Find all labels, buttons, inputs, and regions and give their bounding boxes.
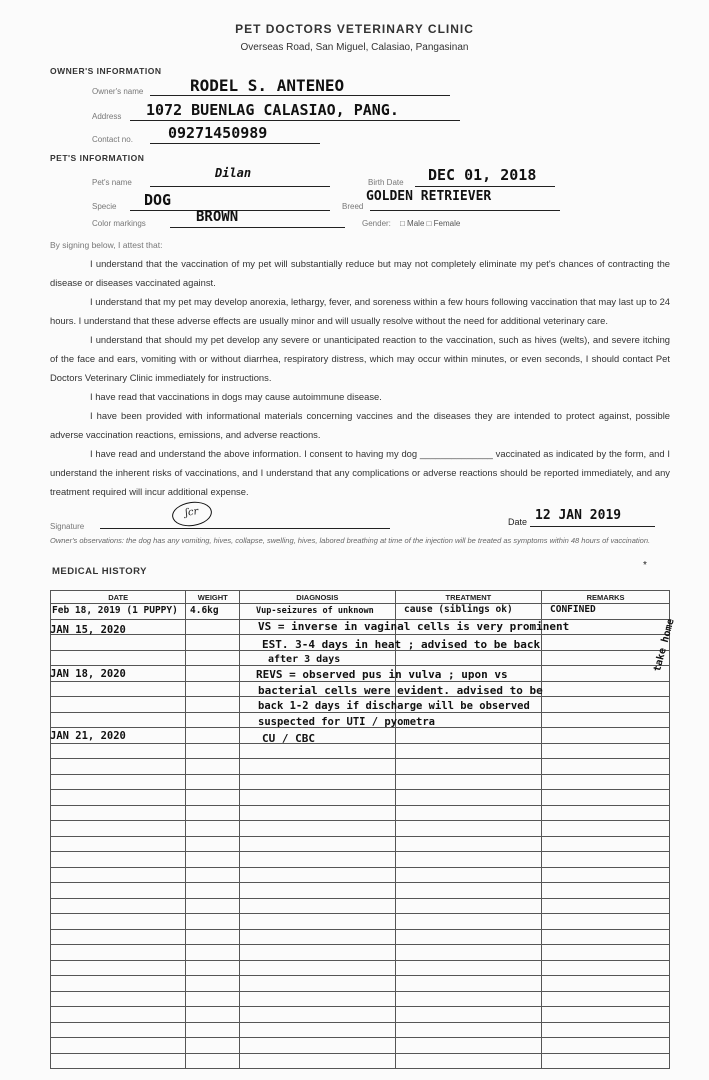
table-cell — [542, 836, 670, 852]
column-header-remarks: REMARKS — [542, 591, 670, 604]
owner-address: 1072 BUENLAG CALASIAO, PANG. — [146, 101, 399, 119]
signature-line — [100, 528, 390, 529]
table-cell — [186, 852, 240, 868]
table-cell — [186, 728, 240, 744]
table-cell — [51, 743, 186, 759]
table-cell — [240, 852, 395, 868]
table-cell — [186, 805, 240, 821]
entry-1-diagnosis: Vup-seizures of unknown — [256, 606, 374, 616]
table-row — [51, 991, 670, 1007]
pet-color: BROWN — [196, 209, 239, 225]
table-cell — [542, 774, 670, 790]
table-cell — [395, 991, 542, 1007]
table-cell — [542, 914, 670, 930]
table-cell — [542, 759, 670, 775]
table-cell — [395, 1007, 542, 1023]
pet-birth-label: Birth Date — [368, 178, 404, 187]
entry-2-note-1: VS = inverse in vaginal cells is very prominent — [258, 620, 570, 633]
table-row — [51, 1053, 670, 1069]
table-cell — [542, 991, 670, 1007]
table-cell — [51, 945, 186, 961]
table-cell — [186, 1022, 240, 1038]
pet-breed-label: Breed — [342, 202, 364, 211]
table-cell — [186, 759, 240, 775]
table-cell — [186, 650, 240, 666]
pet-color-line — [170, 227, 345, 228]
consent-paragraph: I have read that vaccinations in dogs may cause autoimmune disease. — [90, 391, 382, 402]
pet-name-line — [150, 186, 330, 187]
entry-3-note-4: suspected for UTI / pyometra — [258, 716, 436, 728]
table-cell — [240, 821, 395, 837]
table-row — [51, 836, 670, 852]
table-cell — [51, 681, 186, 697]
table-cell — [51, 960, 186, 976]
table-cell — [395, 821, 542, 837]
table-row — [51, 1038, 670, 1054]
table-row — [51, 867, 670, 883]
owner-name-line — [150, 95, 450, 96]
owner-contact-label: Contact no. — [92, 135, 133, 144]
table-cell — [240, 867, 395, 883]
column-header-treatment: TREATMENT — [395, 591, 542, 604]
table-row — [51, 728, 670, 744]
table-cell — [240, 914, 395, 930]
table-cell — [186, 619, 240, 635]
table-cell — [51, 635, 186, 651]
table-cell — [240, 1022, 395, 1038]
table-cell — [51, 774, 186, 790]
table-row — [51, 976, 670, 992]
table-cell — [240, 1007, 395, 1023]
table-cell — [51, 1038, 186, 1054]
table-cell — [542, 1007, 670, 1023]
table-cell — [240, 759, 395, 775]
signature-label: Signature — [50, 522, 85, 531]
owner-address-line — [130, 120, 460, 121]
entry-1-treatment: cause (siblings ok) — [404, 604, 513, 615]
table-cell — [542, 898, 670, 914]
table-cell — [186, 712, 240, 728]
column-header-date: DATE — [51, 591, 186, 604]
table-cell — [240, 991, 395, 1007]
table-row — [51, 883, 670, 899]
consent-footnote: Owner's observations: the dog has any vomiting, hives, collapse, swelling, hives, labored breathing at time of the injection will be treated as symptoms within 48 hours of vaccination. — [50, 536, 651, 545]
table-cell — [186, 666, 240, 682]
table-cell — [240, 1038, 395, 1054]
table-cell — [51, 852, 186, 868]
table-cell — [51, 976, 186, 992]
table-cell — [542, 960, 670, 976]
table-cell — [395, 929, 542, 945]
table-cell — [240, 774, 395, 790]
table-cell — [186, 681, 240, 697]
consent-intro: By signing below, I attest that: — [50, 240, 163, 250]
entry-3-note-3: back 1-2 days if discharge will be observed — [258, 700, 530, 712]
table-cell — [395, 774, 542, 790]
table-cell — [542, 697, 670, 713]
table-cell — [542, 681, 670, 697]
table-cell — [395, 914, 542, 930]
pet-breed-line — [370, 210, 560, 211]
table-cell — [51, 1022, 186, 1038]
pet-species: DOG — [144, 191, 172, 209]
table-row — [51, 650, 670, 666]
consent-date: 12 JAN 2019 — [535, 508, 622, 523]
consent-paragraph: I have read and understand the above information. I consent to having my dog ______________ vaccinated as indicated by the form, and I understand the inherent risks of vaccinations, and I understand that any complications or adverse reactions should be reported immediately, and any treatment required will incur additional expense. — [50, 448, 670, 497]
pet-name: Dilan — [215, 166, 252, 180]
table-header-row — [51, 591, 670, 604]
table-cell — [542, 945, 670, 961]
clinic-name: PET DOCTORS VETERINARY CLINIC — [235, 22, 474, 36]
pet-color-label: Color markings — [92, 219, 146, 228]
table-cell — [395, 1022, 542, 1038]
table-cell — [395, 1053, 542, 1069]
table-cell — [51, 883, 186, 899]
table-cell — [542, 712, 670, 728]
table-cell — [542, 1053, 670, 1069]
date-line — [530, 526, 655, 527]
table-row — [51, 821, 670, 837]
table-cell — [542, 666, 670, 682]
owner-name: RODEL S. ANTENEO — [190, 76, 345, 95]
table-cell — [186, 821, 240, 837]
table-cell — [542, 852, 670, 868]
table-cell — [542, 743, 670, 759]
table-cell — [542, 929, 670, 945]
table-cell — [240, 790, 395, 806]
table-row — [51, 1022, 670, 1038]
entry-3-side-note: take home — [652, 617, 677, 673]
pet-breed: GOLDEN RETRIEVER — [366, 189, 492, 204]
table-cell — [51, 697, 186, 713]
table-cell — [542, 728, 670, 744]
table-cell — [542, 883, 670, 899]
pet-birth-line — [415, 186, 555, 187]
entry-4-note-1: CU / CBC — [262, 732, 315, 745]
table-cell — [395, 852, 542, 868]
table-cell — [395, 867, 542, 883]
table-cell — [51, 929, 186, 945]
table-cell — [542, 650, 670, 666]
table-row — [51, 759, 670, 775]
entry-1-weight: 4.6kg — [190, 605, 219, 616]
table-cell — [186, 697, 240, 713]
table-cell — [51, 712, 186, 728]
table-row — [51, 945, 670, 961]
table-cell — [542, 805, 670, 821]
asterisk-mark: * — [643, 560, 647, 571]
entry-4-date: JAN 21, 2020 — [50, 730, 126, 742]
entry-2-note-2: EST. 3-4 days in heat ; advised to be back — [262, 638, 541, 651]
table-cell — [240, 883, 395, 899]
table-cell — [395, 898, 542, 914]
table-cell — [51, 898, 186, 914]
table-cell — [186, 743, 240, 759]
table-cell — [542, 867, 670, 883]
table-cell — [186, 991, 240, 1007]
table-cell — [186, 898, 240, 914]
table-cell — [542, 976, 670, 992]
table-cell — [51, 1007, 186, 1023]
pet-species-label: Specie — [92, 202, 117, 211]
table-cell — [395, 759, 542, 775]
table-cell — [186, 945, 240, 961]
pet-gender-options: □ Male □ Female — [400, 219, 461, 228]
table-cell — [395, 805, 542, 821]
table-cell — [186, 635, 240, 651]
consent-paragraph: I have been provided with informational materials concerning vaccines and the diseases they are intended to protect against, possible adverse vaccination reactions, emissions, and adverse reactions. — [50, 410, 670, 440]
owner-section-title: OWNER'S INFORMATION — [50, 66, 162, 76]
table-cell — [51, 759, 186, 775]
table-cell — [186, 1053, 240, 1069]
owner-name-label: Owner's name — [92, 87, 144, 96]
consent-paragraph: I understand that should my pet develop any severe or unanticipated reaction to the vaccination, such as hives (welts), and severe itching of the face and ears, vomiting with or without diarrhea, respiratory distress, which may occur within minutes, or even seconds, I should contact Pet Doctors Veterinary Clinic immediately for instructions. — [50, 334, 670, 383]
entry-1-remarks: CONFINED — [550, 604, 596, 615]
table-cell — [395, 728, 542, 744]
table-cell — [186, 836, 240, 852]
entry-2-date: JAN 15, 2020 — [50, 624, 126, 636]
entry-2-note-3: after 3 days — [268, 654, 341, 665]
table-row — [51, 805, 670, 821]
table-cell — [240, 743, 395, 759]
table-cell — [395, 790, 542, 806]
column-header-diagnosis: DIAGNOSIS — [240, 591, 395, 604]
consent-paragraph: I understand that the vaccination of my pet will substantially reduce but may not completely eliminate my pet's chances of contracting the disease or diseases vaccinated against. — [50, 258, 670, 288]
table-cell — [542, 790, 670, 806]
table-cell — [186, 1007, 240, 1023]
table-cell — [186, 960, 240, 976]
pet-name-label: Pet's name — [92, 178, 132, 187]
table-cell — [240, 836, 395, 852]
table-cell — [542, 635, 670, 651]
table-cell — [51, 836, 186, 852]
table-row — [51, 1007, 670, 1023]
table-cell — [395, 743, 542, 759]
column-header-weight: WEIGHT — [186, 591, 240, 604]
table-cell — [186, 867, 240, 883]
table-cell — [51, 650, 186, 666]
table-cell — [395, 1038, 542, 1054]
consent-body — [50, 254, 670, 501]
table-cell — [395, 960, 542, 976]
owner-contact-line — [150, 143, 320, 144]
table-row — [51, 914, 670, 930]
table-cell — [240, 945, 395, 961]
table-row — [51, 898, 670, 914]
medical-history-table — [50, 590, 670, 1069]
consent-paragraph: I understand that my pet may develop anorexia, lethargy, fever, and soreness within a few hours following vaccination that may last up to 24 hours. I understand that these adverse effects are usually minor and will usually resolve without the need for additional veterinary care. — [50, 296, 670, 326]
table-cell — [542, 1022, 670, 1038]
entry-3-note-1: REVS = observed pus in vulva ; upon vs — [256, 668, 508, 681]
table-cell — [395, 836, 542, 852]
table-cell — [542, 821, 670, 837]
table-row — [51, 774, 670, 790]
table-cell — [395, 883, 542, 899]
table-cell — [240, 929, 395, 945]
date-label: Date — [508, 517, 528, 527]
table-cell — [240, 960, 395, 976]
table-row — [51, 852, 670, 868]
table-cell — [186, 1038, 240, 1054]
owner-address-label: Address — [92, 112, 122, 121]
table-cell — [395, 976, 542, 992]
table-cell — [395, 945, 542, 961]
table-cell — [186, 976, 240, 992]
table-cell — [51, 790, 186, 806]
table-cell — [240, 805, 395, 821]
pet-gender-label: Gender: — [362, 219, 391, 228]
table-cell — [51, 821, 186, 837]
table-row — [51, 960, 670, 976]
table-cell — [186, 790, 240, 806]
table-cell — [240, 976, 395, 992]
table-cell — [186, 929, 240, 945]
table-cell — [186, 774, 240, 790]
table-cell — [240, 1053, 395, 1069]
entry-1-date: Feb 18, 2019 (1 PUPPY) — [52, 605, 178, 616]
table-row — [51, 929, 670, 945]
entry-3-date: JAN 18, 2020 — [50, 668, 126, 680]
clinic-address: Overseas Road, San Miguel, Calasiao, Pangasinan — [240, 42, 469, 53]
pet-section-title: PET'S INFORMATION — [50, 153, 145, 163]
pet-birth: DEC 01, 2018 — [428, 166, 537, 184]
history-section-title: MEDICAL HISTORY — [52, 566, 147, 577]
table-row — [51, 743, 670, 759]
entry-3-note-2: bacterial cells were evident. advised to be — [258, 684, 543, 697]
table-cell — [51, 867, 186, 883]
table-row — [51, 790, 670, 806]
table-cell — [240, 898, 395, 914]
table-cell — [51, 1053, 186, 1069]
table-cell — [186, 883, 240, 899]
owner-signature: ʃcr — [171, 499, 214, 528]
table-cell — [51, 914, 186, 930]
table-cell — [186, 914, 240, 930]
table-cell — [51, 805, 186, 821]
table-cell — [395, 650, 542, 666]
table-cell — [542, 1038, 670, 1054]
owner-contact: 09271450989 — [168, 124, 268, 142]
table-cell — [51, 991, 186, 1007]
